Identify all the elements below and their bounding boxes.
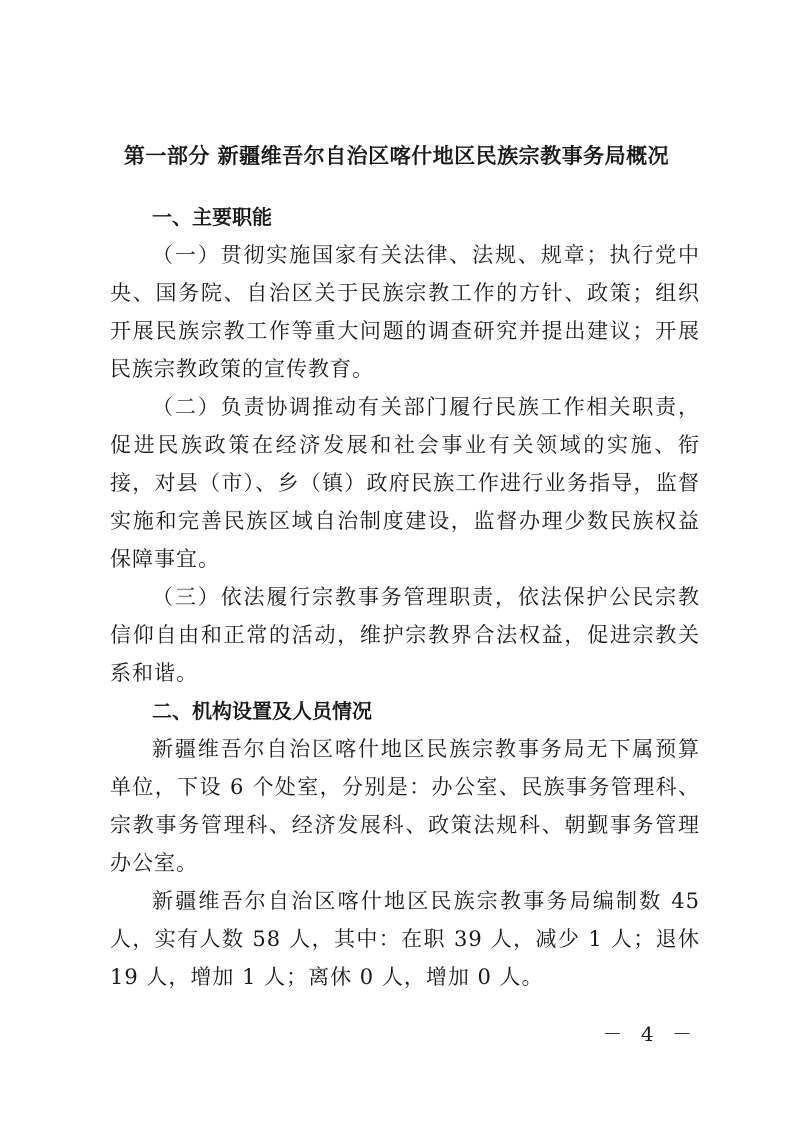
paragraph-function-3: （三）依法履行宗教事务管理职责，依法保护公民宗教信仰自由和正常的活动，维护宗教界合法权益，促进宗教关系和谐。: [110, 585, 700, 685]
page-number: － 4 －: [602, 1022, 698, 1046]
paragraph-staffing: 新疆维吾尔自治区喀什地区民族宗教事务局编制数 45 人，实有人数 58 人，其中：在职 39 人，减少 1 人；退休 19 人，增加 1 人；离休 0 人，增加 0 人。: [110, 889, 700, 989]
paragraph-function-2: （二）负责协调推动有关部门履行民族工作相关职责，促进民族政策在经济发展和社会事业有关领域的实施、衔接，对县（市）、乡（镇）政府民族工作进行业务指导，监督实施和完善民族区域自治制度建设，监督办理少数民族权益保障事宜。: [110, 395, 700, 571]
paragraph-organization: 新疆维吾尔自治区喀什地区民族宗教事务局无下属预算单位，下设 6 个处室，分别是：办公室、民族事务管理科、宗教事务管理科、经济发展科、政策法规科、朝觐事务管理办公室。: [110, 737, 700, 875]
document-body: [110, 198, 700, 996]
paragraph-function-1: （一）贯彻实施国家有关法律、法规、规章；执行党中央、国务院、自治区关于民族宗教工作的方针、政策；组织开展民族宗教工作等重大问题的调查研究并提出建议；开展民族宗教政策的宣传教育。: [110, 243, 700, 381]
section-heading-organization: 二、机构设置及人员情况: [152, 699, 372, 723]
section-heading-main-functions: 一、主要职能: [152, 205, 272, 229]
document-title: 第一部分 新疆维吾尔自治区喀什地区民族宗教事务局概况: [123, 144, 670, 168]
